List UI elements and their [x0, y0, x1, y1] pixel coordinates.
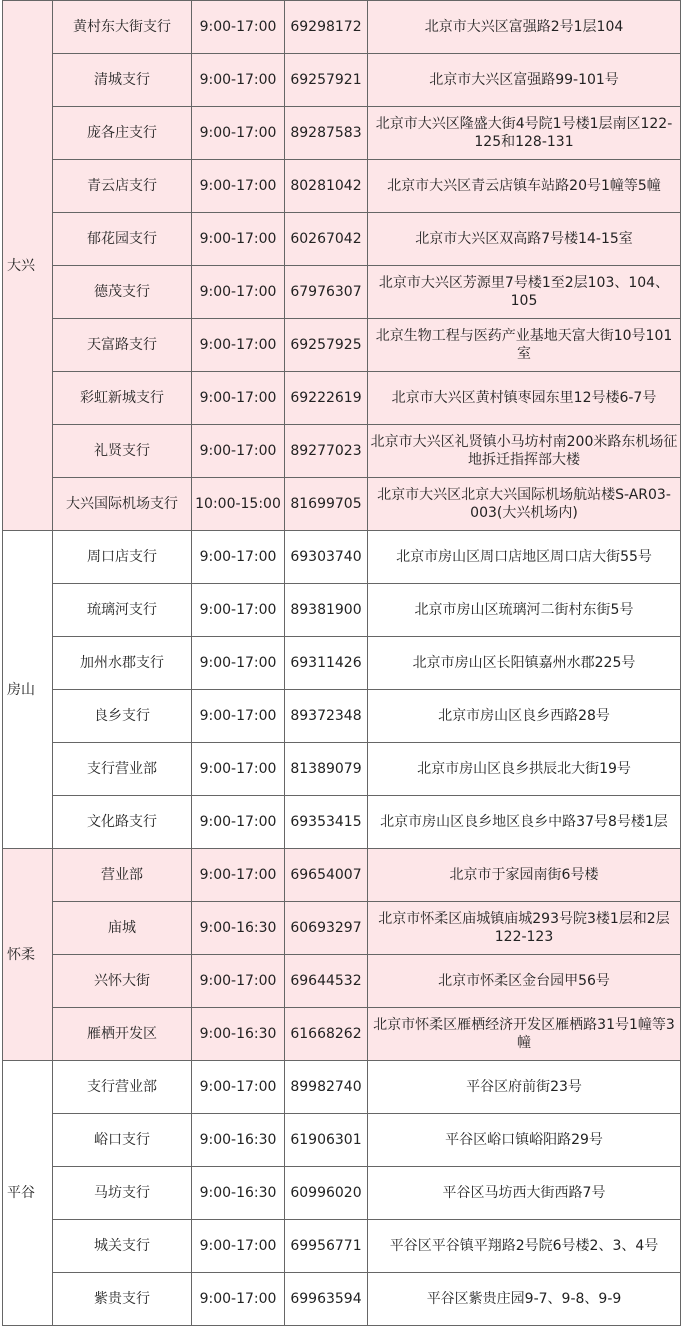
hours-cell: 9:00-16:30 [192, 1114, 285, 1167]
phone-cell: 60693297 [285, 902, 368, 955]
table-row [3, 1061, 681, 1114]
phone-cell: 69257925 [285, 319, 368, 372]
address-cell: 北京市大兴区富强路2号1层104 [368, 1, 681, 54]
hours-cell: 9:00-17:00 [192, 160, 285, 213]
hours-cell: 9:00-16:30 [192, 1167, 285, 1220]
table-row [3, 425, 681, 478]
hours-cell: 9:00-17:00 [192, 425, 285, 478]
address-cell: 平谷区峪口镇峪阳路29号 [368, 1114, 681, 1167]
table-row [3, 478, 681, 531]
table-row [3, 160, 681, 213]
branch-name-cell: 大兴国际机场支行 [53, 478, 192, 531]
district-cell: 平谷 [3, 1061, 53, 1326]
phone-cell: 81699705 [285, 478, 368, 531]
hours-cell: 9:00-17:00 [192, 849, 285, 902]
table-row [3, 54, 681, 107]
table-row [3, 902, 681, 955]
branch-name-cell: 黄村东大街支行 [53, 1, 192, 54]
address-cell: 北京市大兴区礼贤镇小马坊村南200米路东机场征地拆迁指挥部大楼 [368, 425, 681, 478]
phone-cell: 89381900 [285, 584, 368, 637]
hours-cell: 9:00-16:30 [192, 1008, 285, 1061]
district-cell: 怀柔 [3, 849, 53, 1061]
branch-name-cell: 良乡支行 [53, 690, 192, 743]
hours-cell: 9:00-17:00 [192, 1, 285, 54]
phone-cell: 60996020 [285, 1167, 368, 1220]
hours-cell: 10:00-15:00 [192, 478, 285, 531]
branch-name-cell: 琉璃河支行 [53, 584, 192, 637]
hours-cell: 9:00-17:00 [192, 584, 285, 637]
table-row [3, 213, 681, 266]
phone-cell: 69956771 [285, 1220, 368, 1273]
table-row [3, 690, 681, 743]
phone-cell: 89277023 [285, 425, 368, 478]
phone-cell: 69963594 [285, 1273, 368, 1326]
hours-cell: 9:00-17:00 [192, 1220, 285, 1273]
address-cell: 平谷区马坊西大街西路7号 [368, 1167, 681, 1220]
table-row [3, 1273, 681, 1326]
phone-cell: 69654007 [285, 849, 368, 902]
table-row [3, 637, 681, 690]
hours-cell: 9:00-17:00 [192, 1061, 285, 1114]
hours-cell: 9:00-17:00 [192, 690, 285, 743]
table-row [3, 1220, 681, 1273]
table-row [3, 372, 681, 425]
phone-cell: 67976307 [285, 266, 368, 319]
address-cell: 北京生物工程与医药产业基地天富大街10号101室 [368, 319, 681, 372]
phone-cell: 89982740 [285, 1061, 368, 1114]
branch-name-cell: 庞各庄支行 [53, 107, 192, 160]
address-cell: 北京市大兴区青云店镇车站路20号1幢等5幢 [368, 160, 681, 213]
branch-name-cell: 彩虹新城支行 [53, 372, 192, 425]
hours-cell: 9:00-16:30 [192, 902, 285, 955]
address-cell: 北京市大兴区双高路7号楼14-15室 [368, 213, 681, 266]
table-row [3, 266, 681, 319]
hours-cell: 9:00-17:00 [192, 796, 285, 849]
branch-name-cell: 郁花园支行 [53, 213, 192, 266]
table-row [3, 743, 681, 796]
branch-name-cell: 天富路支行 [53, 319, 192, 372]
hours-cell: 9:00-17:00 [192, 266, 285, 319]
address-cell: 平谷区平谷镇平翔路2号院6号楼2、3、4号 [368, 1220, 681, 1273]
branch-name-cell: 周口店支行 [53, 531, 192, 584]
branch-name-cell: 德茂支行 [53, 266, 192, 319]
table-row [3, 796, 681, 849]
phone-cell: 60267042 [285, 213, 368, 266]
branch-name-cell: 峪口支行 [53, 1114, 192, 1167]
address-cell: 北京市房山区良乡西路28号 [368, 690, 681, 743]
address-cell: 平谷区紫贵庄园9-7、9-8、9-9 [368, 1273, 681, 1326]
table-row [3, 1114, 681, 1167]
phone-cell: 89372348 [285, 690, 368, 743]
phone-cell: 61906301 [285, 1114, 368, 1167]
branch-name-cell: 文化路支行 [53, 796, 192, 849]
phone-cell: 69353415 [285, 796, 368, 849]
phone-cell: 69222619 [285, 372, 368, 425]
address-cell: 北京市房山区良乡拱辰北大街19号 [368, 743, 681, 796]
table-row [3, 584, 681, 637]
address-cell: 北京市房山区琉璃河二街村东街5号 [368, 584, 681, 637]
branch-name-cell: 马坊支行 [53, 1167, 192, 1220]
table-row [3, 1167, 681, 1220]
phone-cell: 89287583 [285, 107, 368, 160]
hours-cell: 9:00-17:00 [192, 54, 285, 107]
address-cell: 北京市房山区周口店地区周口店大街55号 [368, 531, 681, 584]
branch-name-cell: 庙城 [53, 902, 192, 955]
address-cell: 北京市房山区良乡地区良乡中路37号8号楼1层 [368, 796, 681, 849]
phone-cell: 69311426 [285, 637, 368, 690]
hours-cell: 9:00-17:00 [192, 107, 285, 160]
district-cell: 大兴 [3, 1, 53, 531]
table-row [3, 955, 681, 1008]
phone-cell: 80281042 [285, 160, 368, 213]
hours-cell: 9:00-17:00 [192, 955, 285, 1008]
branch-name-cell: 清城支行 [53, 54, 192, 107]
branch-name-cell: 加州水郡支行 [53, 637, 192, 690]
phone-cell: 69298172 [285, 1, 368, 54]
address-cell: 北京市大兴区隆盛大街4号院1号楼1层南区122-125和128-131 [368, 107, 681, 160]
table-row [3, 319, 681, 372]
branch-name-cell: 青云店支行 [53, 160, 192, 213]
hours-cell: 9:00-17:00 [192, 372, 285, 425]
address-cell: 北京市大兴区北京大兴国际机场航站楼S-AR03-003(大兴机场内) [368, 478, 681, 531]
table-row [3, 107, 681, 160]
branch-table [2, 0, 681, 1326]
branch-name-cell: 礼贤支行 [53, 425, 192, 478]
phone-cell: 69644532 [285, 955, 368, 1008]
district-cell: 房山 [3, 531, 53, 849]
branch-name-cell: 支行营业部 [53, 743, 192, 796]
address-cell: 北京市大兴区富强路99-101号 [368, 54, 681, 107]
hours-cell: 9:00-17:00 [192, 637, 285, 690]
hours-cell: 9:00-17:00 [192, 743, 285, 796]
table-row [3, 849, 681, 902]
branch-name-cell: 支行营业部 [53, 1061, 192, 1114]
branch-name-cell: 营业部 [53, 849, 192, 902]
address-cell: 平谷区府前街23号 [368, 1061, 681, 1114]
address-cell: 北京市怀柔区金台园甲56号 [368, 955, 681, 1008]
address-cell: 北京市大兴区芳源里7号楼1至2层103、104、105 [368, 266, 681, 319]
branch-name-cell: 城关支行 [53, 1220, 192, 1273]
hours-cell: 9:00-17:00 [192, 1273, 285, 1326]
hours-cell: 9:00-17:00 [192, 319, 285, 372]
phone-cell: 61668262 [285, 1008, 368, 1061]
branch-name-cell: 兴怀大街 [53, 955, 192, 1008]
address-cell: 北京市怀柔区庙城镇庙城293号院3楼1层和2层122-123 [368, 902, 681, 955]
phone-cell: 81389079 [285, 743, 368, 796]
branch-name-cell: 紫贵支行 [53, 1273, 192, 1326]
address-cell: 北京市房山区长阳镇嘉州水郡225号 [368, 637, 681, 690]
phone-cell: 69303740 [285, 531, 368, 584]
table-row [3, 1008, 681, 1061]
hours-cell: 9:00-17:00 [192, 531, 285, 584]
branch-name-cell: 雁栖开发区 [53, 1008, 192, 1061]
address-cell: 北京市怀柔区雁栖经济开发区雁栖路31号1幢等3幢 [368, 1008, 681, 1061]
phone-cell: 69257921 [285, 54, 368, 107]
address-cell: 北京市大兴区黄村镇枣园东里12号楼6-7号 [368, 372, 681, 425]
table-row [3, 1, 681, 54]
branch-table-body [3, 1, 681, 1326]
hours-cell: 9:00-17:00 [192, 213, 285, 266]
table-row [3, 531, 681, 584]
address-cell: 北京市于家园南街6号楼 [368, 849, 681, 902]
